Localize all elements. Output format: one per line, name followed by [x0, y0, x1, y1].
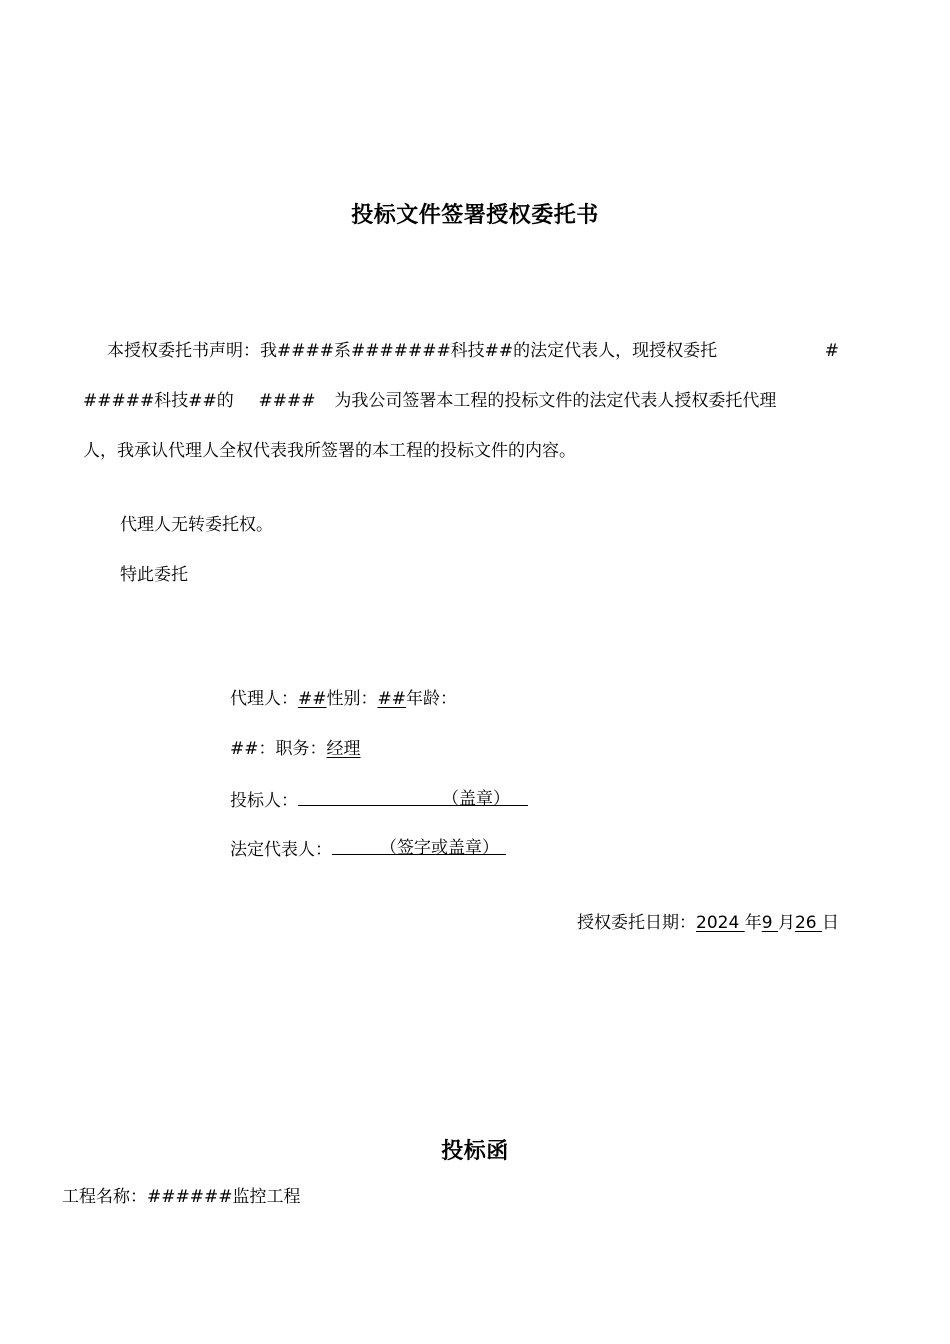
date-label: 授权委托日期：	[577, 913, 697, 933]
agent-name: ##	[298, 689, 327, 709]
date-day: 26	[794, 913, 817, 933]
declaration-text-1b: #	[824, 341, 839, 361]
agent-info-line	[230, 687, 457, 711]
authorization-date-line	[577, 911, 839, 935]
bidder-seal-blank	[298, 787, 528, 809]
legal-rep-sign-text: （签字或盖章）	[380, 838, 499, 858]
declaration-text-2b: ####	[258, 391, 316, 411]
legal-rep-sign-blank	[332, 836, 506, 858]
project-name: ######监控工程	[147, 1187, 301, 1207]
age-value: ##	[230, 739, 259, 759]
declaration-line-1	[83, 339, 839, 363]
authorization-title: 投标文件签署授权委托书	[351, 203, 599, 228]
project-label: 工程名称：	[62, 1187, 147, 1207]
bid-letter-title: 投标函	[441, 1139, 509, 1164]
position-label: ：职务：	[258, 739, 327, 759]
agent-position-line	[230, 737, 361, 761]
age-label: 年龄：	[406, 689, 457, 709]
declaration-line-2	[83, 389, 839, 413]
gender-label: 性别：	[326, 689, 378, 709]
bidder-label: 投标人：	[230, 791, 298, 811]
declaration-line-3	[83, 439, 839, 463]
declaration-text-1a: 本授权委托书声明：我####系#######科技##的法定代表人，现授权委托	[107, 341, 718, 361]
legal-rep-line	[230, 836, 506, 862]
legal-rep-label: 法定代表人：	[230, 840, 332, 860]
date-month: 9	[761, 913, 773, 933]
gender-value: ##	[377, 689, 406, 709]
bidder-seal-text: （盖章）	[442, 789, 510, 809]
bidder-line	[230, 787, 528, 813]
date-month-unit: 月	[777, 913, 795, 933]
no-subdelegation-text: 代理人无转委托权。	[120, 515, 273, 535]
date-year: 2024	[696, 913, 740, 933]
date-day-unit: 日	[822, 913, 839, 933]
agent-label: 代理人：	[230, 689, 298, 709]
declaration-text-2c: 为我公司签署本工程的投标文件的法定代表人授权委托代理	[334, 391, 777, 411]
hereby-authorize-text: 特此委托	[120, 565, 188, 585]
declaration-text-3: 人，我承认代理人全权代表我所签署的本工程的投标文件的内容。	[83, 441, 576, 461]
declaration-text-2a: #####科技##的	[83, 391, 234, 411]
position-value: 经理	[326, 739, 361, 759]
project-name-line	[62, 1185, 300, 1209]
date-year-unit: 年	[744, 913, 762, 933]
